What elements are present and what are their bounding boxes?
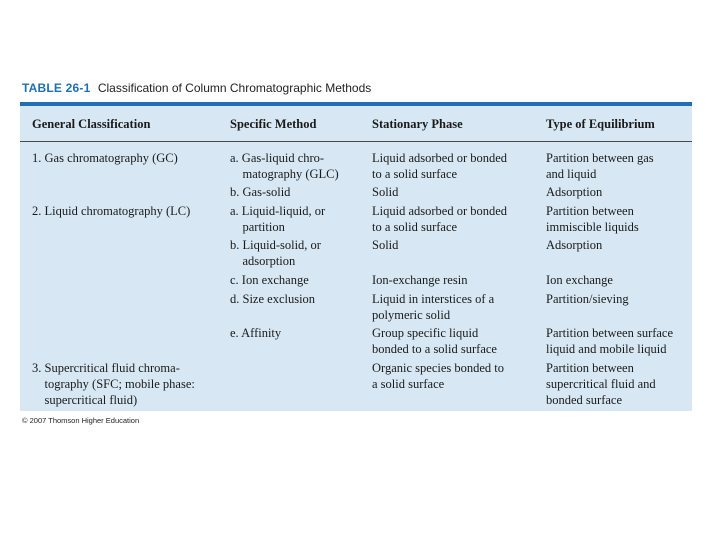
cell-method: b. Liquid-solid, or adsorption	[230, 238, 321, 268]
cell-phase: Liquid in interstices of a polymeric solid	[372, 292, 495, 322]
cell-method: a. Liquid-liquid, or partition	[230, 204, 326, 234]
cell-general: 2. Liquid chromatography (LC)	[32, 204, 191, 218]
cell-equilibrium: Adsorption	[546, 185, 603, 199]
copyright-notice: © 2007 Thomson Higher Education	[22, 416, 140, 425]
cell-equilibrium: Adsorption	[546, 238, 603, 252]
cell-general: 1. Gas chromatography (GC)	[32, 151, 178, 165]
cell-method: a. Gas-liquid chro- matography (GLC)	[230, 151, 339, 181]
table-number: TABLE 26-1	[22, 81, 91, 95]
cell-general: 3. Supercritical fluid chroma- tography (SFC; mobile phase: supercritical fluid)	[32, 361, 195, 407]
classification-table	[20, 102, 692, 411]
cell-method: e. Affinity	[230, 326, 282, 340]
cell-phase: Liquid adsorbed or bonded to a solid surface	[372, 204, 508, 234]
cell-method: d. Size exclusion	[230, 292, 316, 306]
table-title: Classification of Column Chromatographic Methods	[97, 81, 372, 95]
cell-method: c. Ion exchange	[230, 273, 309, 287]
header-general-classification: General Classification	[32, 117, 151, 131]
cell-phase: Liquid adsorbed or bonded to a solid surface	[372, 151, 508, 181]
cell-phase: Solid	[372, 238, 399, 252]
table-caption	[22, 81, 371, 95]
cell-equilibrium: Partition between gas and liquid	[546, 151, 654, 181]
header-specific-method: Specific Method	[230, 117, 317, 131]
table-header-row	[20, 106, 692, 142]
cell-equilibrium: Partition/sieving	[546, 292, 629, 306]
cell-equilibrium: Ion exchange	[546, 273, 613, 287]
cell-phase: Organic species bonded to a solid surface	[372, 361, 505, 391]
cell-phase: Solid	[372, 185, 399, 199]
cell-equilibrium: Partition between surface liquid and mobile liquid	[546, 326, 674, 356]
cell-equilibrium: Partition between supercritical fluid and bonded surface	[546, 361, 656, 407]
cell-phase: Group specific liquid bonded to a solid surface	[372, 326, 497, 356]
cell-equilibrium: Partition between immiscible liquids	[546, 204, 639, 234]
cell-method: b. Gas-solid	[230, 185, 291, 199]
cell-phase: Ion-exchange resin	[372, 273, 468, 287]
header-stationary-phase: Stationary Phase	[372, 117, 463, 131]
header-type-of-equilibrium: Type of Equilibrium	[546, 117, 655, 131]
